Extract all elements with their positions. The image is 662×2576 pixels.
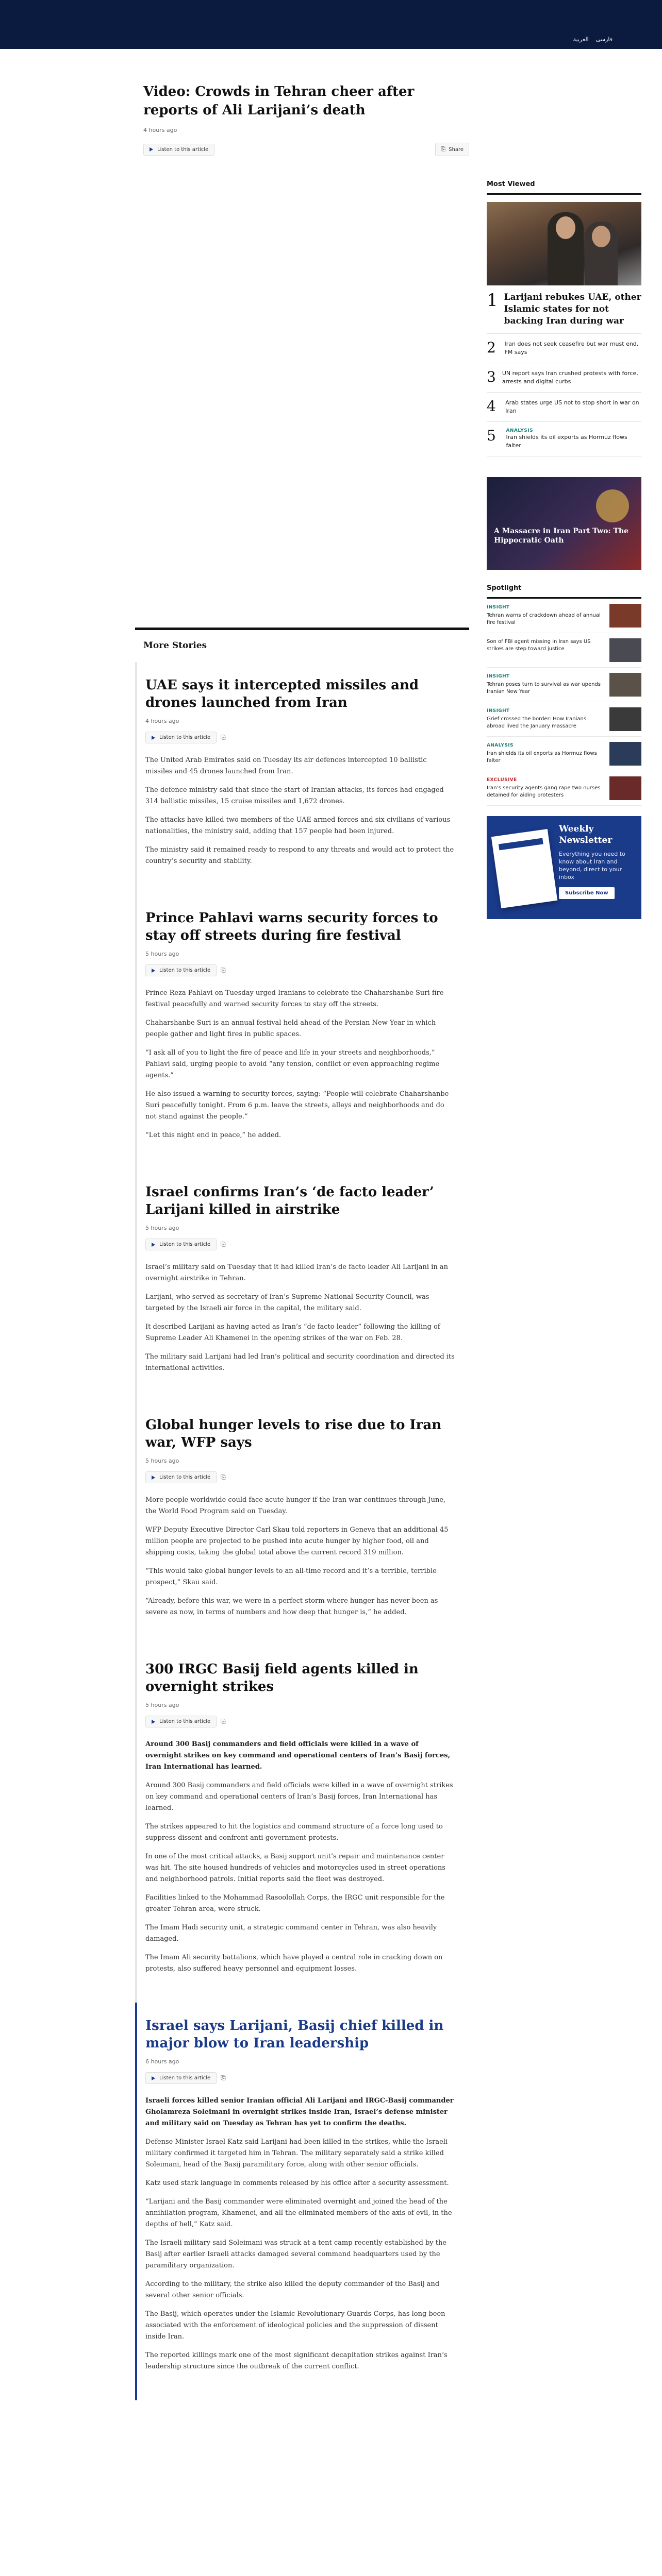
spotlight-thumbnail bbox=[609, 707, 641, 731]
spotlight-text bbox=[487, 742, 603, 766]
spotlight-section bbox=[487, 584, 641, 806]
most-viewed-rank: 3 bbox=[487, 368, 496, 385]
play-icon bbox=[152, 736, 155, 740]
listen-label: Listen to this article bbox=[159, 1719, 211, 1724]
story-paragraph: The attacks have killed two members of the UAE armed forces and six civilians of various nationalities, the ministry said, adding that 157 people had been injured. bbox=[145, 816, 451, 835]
most-viewed-lead-image[interactable] bbox=[487, 202, 641, 285]
play-icon bbox=[152, 1476, 155, 1480]
most-viewed-text bbox=[504, 340, 641, 357]
share-icon[interactable]: ⎘ bbox=[221, 1241, 226, 1248]
listen-to-article-button[interactable] bbox=[145, 1716, 217, 1727]
story-title[interactable]: UAE says it intercepted missiles and drones launched from Iran bbox=[145, 677, 419, 710]
article-timestamp: 4 hours ago bbox=[143, 127, 177, 133]
story-list bbox=[135, 662, 469, 2400]
story-paragraph: “I ask all of you to light the fire of peace and life in your streets and neighborhoods,” Pahlavi said, urging people to avoid “any tension, conflict or even approaching regime agents.” bbox=[145, 1049, 440, 1079]
most-viewed-text bbox=[504, 292, 641, 327]
most-viewed-title: Iran shields its oil exports as Hormuz flows falter bbox=[506, 434, 627, 449]
play-icon bbox=[150, 147, 153, 151]
spotlight-thumbnail bbox=[609, 776, 641, 800]
more-stories-section bbox=[135, 628, 469, 2400]
most-viewed-title: Larijani rebukes UAE, other Islamic states for not backing Iran during war bbox=[504, 292, 641, 326]
spotlight-title: Iran’s security agents gang rape two nurses detained for aiding protesters bbox=[487, 785, 601, 798]
story-title[interactable]: Prince Pahlavi warns security forces to stay off streets during fire festival bbox=[145, 910, 438, 943]
story-timestamp: 5 hours ago bbox=[145, 1702, 179, 1708]
article-title: Video: Crowds in Tehran cheer after reports of Ali Larijani’s death bbox=[143, 84, 415, 118]
story-paragraph: “Larijani and the Basij commander were eliminated overnight and joined the head of the annihilation program, Khamenei, and all the eliminated members of the axis of evil, in the depths of hell,” Katz said. bbox=[145, 2198, 452, 2228]
person-face bbox=[592, 226, 610, 247]
story-paragraph: Around 300 Basij commanders and field officials were killed in a wave of overnight strikes on key command and operational centers of Iran’s Basij forces, Iran International has learned. bbox=[145, 1782, 453, 1812]
story-body bbox=[145, 755, 455, 867]
story-paragraph: The Imam Hadi security unit, a strategic command center in Tehran, was also heavily damaged. bbox=[145, 1924, 437, 1943]
spotlight-text bbox=[487, 638, 603, 662]
story-paragraph: “Let this night end in peace,” he added. bbox=[145, 1131, 282, 1139]
play-icon bbox=[152, 2076, 155, 2080]
most-viewed-rank: 2 bbox=[487, 339, 496, 356]
story-item bbox=[135, 662, 469, 895]
most-viewed-item[interactable] bbox=[487, 285, 641, 334]
spotlight-item[interactable] bbox=[487, 668, 641, 702]
story-actions bbox=[145, 1239, 455, 1250]
story-actions bbox=[145, 1716, 455, 1727]
listen-to-article-button[interactable] bbox=[145, 1239, 217, 1250]
story-paragraph: Defense Minister Israel Katz said Larijani had been killed in the strikes, while the Israeli military confirmed it targeted him in Tehran. The military separately said a strike killed Soleimani, head of the Basij paramilitary force, along with other senior officials. bbox=[145, 2138, 448, 2168]
most-viewed-item[interactable] bbox=[487, 393, 641, 422]
story-title[interactable]: Israel confirms Iran’s ‘de facto leader’ Larijani killed in airstrike bbox=[145, 1184, 434, 1217]
share-icon[interactable]: ⎘ bbox=[221, 734, 226, 741]
top-navigation-bar bbox=[0, 0, 662, 49]
story-paragraph: He also issued a warning to security forces, saying: “People will celebrate Chaharshanbe Suri peacefully tonight. From 6 p.m. leave the streets, alleys and neighborhoods and do not stand against the people.” bbox=[145, 1090, 449, 1121]
story-timestamp: 5 hours ago bbox=[145, 1458, 179, 1464]
most-viewed-title: UN report says Iran crushed protests with force, arrests and digital curbs bbox=[502, 370, 638, 385]
person-face bbox=[556, 216, 575, 239]
promo-decoration bbox=[596, 489, 629, 522]
share-icon[interactable]: ⎘ bbox=[221, 967, 226, 974]
play-icon bbox=[152, 969, 155, 973]
main-article-header bbox=[143, 82, 469, 156]
story-title[interactable]: Global hunger levels to rise due to Iran war, WFP says bbox=[145, 1417, 442, 1450]
spotlight-thumbnail bbox=[609, 604, 641, 628]
spotlight-thumbnail bbox=[609, 742, 641, 766]
category-label: INSIGHT bbox=[487, 605, 510, 610]
listen-label: Listen to this article bbox=[159, 1475, 211, 1480]
category-label: ANALYSIS bbox=[487, 743, 514, 748]
listen-label: Listen to this article bbox=[159, 735, 211, 740]
story-lead: Around 300 Basij commanders and field officials were killed in a wave of overnight strikes on key command and operational centers of Iran’s Basij forces, Iran International has learned. bbox=[145, 1740, 450, 1771]
spotlight-title: Tehran poses turn to survival as war upends Iranian New Year bbox=[487, 682, 601, 694]
story-paragraph: The reported killings mark one of the most significant decapitation strikes against Iran’s leadership structure since the outbreak of the current conflict. bbox=[145, 2351, 448, 2370]
spotlight-item[interactable] bbox=[487, 771, 641, 806]
listen-label: Listen to this article bbox=[159, 2075, 211, 2081]
story-paragraph: The defence ministry said that since the start of Iranian attacks, its forces had engaged 314 ballistic missiles, 15 cruise missiles and 1,672 drones. bbox=[145, 786, 444, 805]
most-viewed-rank: 4 bbox=[487, 398, 496, 415]
listen-to-article-button[interactable] bbox=[145, 2072, 217, 2084]
play-icon bbox=[152, 1720, 155, 1724]
story-paragraph: Israel’s military said on Tuesday that it had killed Iran’s de facto leader Ali Larijani in an overnight airstrike in Tehran. bbox=[145, 1263, 449, 1282]
most-viewed-text bbox=[502, 369, 641, 386]
listen-label: Listen to this article bbox=[159, 968, 211, 973]
most-viewed-item[interactable] bbox=[487, 334, 641, 363]
language-arabic-link[interactable]: العربية bbox=[573, 36, 589, 43]
most-viewed-title: Iran does not seek ceasefire but war must end, FM says bbox=[504, 341, 639, 355]
language-switcher bbox=[573, 36, 613, 43]
promo-title: A Massacre in Iran Part Two: The Hippocratic Oath bbox=[494, 527, 628, 545]
share-button[interactable] bbox=[435, 143, 469, 156]
story-paragraph: According to the military, the strike also killed the deputy commander of the Basij and several other senior officials. bbox=[145, 2280, 440, 2299]
most-viewed-heading: Most Viewed bbox=[487, 180, 641, 195]
sidebar bbox=[487, 180, 641, 919]
spotlight-text bbox=[487, 776, 603, 800]
most-viewed-rank: 1 bbox=[487, 290, 498, 311]
story-paragraph: The Israeli military said Soleimani was struck at a tent camp recently established by the Basij after earlier Israeli attacks damaged several command headquarters used by the paramilitary organization. bbox=[145, 2239, 447, 2269]
share-icon[interactable]: ⎘ bbox=[221, 1718, 226, 1725]
listen-to-article-button[interactable] bbox=[145, 1471, 217, 1483]
story-paragraph: The United Arab Emirates said on Tuesday its air defences intercepted 10 ballistic missiles and 45 drones launched from Iran. bbox=[145, 756, 427, 775]
story-paragraph: In one of the most critical attacks, a Basij support unit’s repair and maintenance center was hit. The site housed hundreds of vehicles and motorcycles used in street operations and neighborhood patrols. Initial reports said the fleet was destroyed. bbox=[145, 1853, 445, 1883]
listen-label: Listen to this article bbox=[159, 1242, 211, 1247]
story-paragraph: The Basij, which operates under the Islamic Revolutionary Guards Corps, has long been associated with the enforcement of ideological policies and the suppression of dissent inside Iran. bbox=[145, 2310, 445, 2341]
spotlight-title: Grief crossed the border: How Iranians abroad lived the January massacre bbox=[487, 716, 587, 729]
more-stories-heading: More Stories bbox=[143, 640, 207, 651]
most-viewed-text bbox=[505, 399, 641, 415]
newsletter-illustration bbox=[491, 829, 557, 908]
spotlight-thumbnail bbox=[609, 673, 641, 697]
share-icon[interactable]: ⎘ bbox=[221, 1473, 226, 1481]
story-title[interactable]: Israel says Larijani, Basij chief killed in major blow to Iran leadership bbox=[145, 2018, 444, 2051]
story-item bbox=[135, 1402, 469, 1646]
story-paragraph: Katz used stark language in comments released by his office after a security assessment. bbox=[145, 2179, 449, 2187]
story-actions bbox=[145, 964, 455, 976]
spotlight-item[interactable] bbox=[487, 599, 641, 633]
story-body bbox=[145, 1495, 455, 1618]
most-viewed-item[interactable] bbox=[487, 422, 641, 456]
listen-label: Listen to this article bbox=[157, 146, 209, 152]
story-paragraph: “This would take global hunger levels to an all-time record and it’s a terrible, terrible prospect,” Skau said. bbox=[145, 1567, 437, 1586]
category-label: ANALYSIS bbox=[506, 428, 534, 433]
most-viewed-text bbox=[506, 428, 641, 450]
language-persian-link[interactable]: فارسی bbox=[595, 36, 613, 43]
listen-to-article-button[interactable] bbox=[143, 144, 214, 156]
story-item bbox=[135, 2003, 469, 2400]
spotlight-text bbox=[487, 604, 603, 628]
most-viewed-list bbox=[487, 285, 641, 456]
spotlight-title: Son of FBI agent missing in Iran says US strikes are step toward justice bbox=[487, 639, 591, 652]
spotlight-text bbox=[487, 707, 603, 731]
story-paragraph: The Imam Ali security battalions, which have played a central role in cracking down on protests, also suffered heavy personnel and equipment losses. bbox=[145, 1954, 443, 1973]
spotlight-thumbnail bbox=[609, 638, 641, 662]
story-paragraph: The military said Larijani had led Iran’s political and security coordination and directed its international activities. bbox=[145, 1353, 455, 1372]
story-body bbox=[145, 1262, 455, 1374]
story-paragraph: WFP Deputy Executive Director Carl Skau told reporters in Geneva that an additional 45 million people are projected to be pushed into acute hunger by higher food, oil and shipping costs, taking the global total above the current record 319 million. bbox=[145, 1526, 449, 1556]
story-body bbox=[145, 988, 455, 1141]
story-actions bbox=[145, 1471, 455, 1483]
spotlight-title: Iran shields its oil exports as Hormuz flows falter bbox=[487, 751, 597, 764]
story-timestamp: 5 hours ago bbox=[145, 951, 179, 957]
story-paragraph: The strikes appeared to hit the logistics and command structure of a force long used to suppress dissent and confront anti-government protests. bbox=[145, 1823, 443, 1842]
most-viewed-rank: 5 bbox=[487, 427, 496, 444]
share-label: Share bbox=[449, 146, 464, 152]
story-paragraph: More people worldwide could face acute hunger if the Iran war continues through June, the World Food Program said on Tuesday. bbox=[145, 1496, 446, 1515]
story-paragraph: Prince Reza Pahlavi on Tuesday urged Iranians to celebrate the Chaharshanbe Suri fire festival peacefully and warned security forces to stay off the streets. bbox=[145, 989, 444, 1008]
story-paragraph: Chaharshanbe Suri is an annual festival held ahead of the Persian New Year in which people gather and light fires in public spaces. bbox=[145, 1019, 436, 1038]
spotlight-item[interactable] bbox=[487, 633, 641, 668]
story-timestamp: 4 hours ago bbox=[145, 718, 179, 724]
article-actions bbox=[143, 143, 469, 156]
story-item bbox=[135, 1646, 469, 2003]
listen-to-article-button[interactable] bbox=[145, 732, 217, 743]
story-actions bbox=[145, 732, 455, 743]
play-icon bbox=[152, 1243, 155, 1247]
story-paragraph: Facilities linked to the Mohammad Rasoolollah Corps, the IRGC unit responsible for the greater Tehran area, were struck. bbox=[145, 1894, 445, 1913]
spotlight-title: Tehran warns of crackdown ahead of annual fire festival bbox=[487, 613, 601, 625]
category-label: INSIGHT bbox=[487, 674, 510, 679]
story-item bbox=[135, 895, 469, 1169]
most-viewed-item[interactable] bbox=[487, 363, 641, 393]
subscribe-button[interactable]: Subscribe Now bbox=[559, 887, 615, 899]
spotlight-item[interactable] bbox=[487, 737, 641, 771]
spotlight-text bbox=[487, 673, 603, 697]
story-paragraph: It described Larijani as having acted as Iran’s “de facto leader” following the killing of Supreme Leader Ali Khamenei in the opening strikes of the war on Feb. 28. bbox=[145, 1323, 440, 1342]
story-body bbox=[145, 2095, 455, 2372]
spotlight-heading: Spotlight bbox=[487, 584, 641, 599]
story-timestamp: 6 hours ago bbox=[145, 2058, 179, 2065]
story-lead: Israeli forces killed senior Iranian official Ali Larijani and IRGC-Basij commander Gholamreza Soleimani in overnight strikes inside Iran, Israel’s defense minister and military said on Tuesday as Tehran has yet to confirm the deaths. bbox=[145, 2097, 454, 2127]
story-paragraph: The ministry said it remained ready to respond to any threats and would act to protect the country’s security and stability. bbox=[145, 846, 454, 865]
spotlight-item[interactable] bbox=[487, 702, 641, 737]
share-icon[interactable]: ⎘ bbox=[221, 2074, 226, 2081]
story-paragraph: Larijani, who served as secretary of Iran’s Supreme National Security Council, was targeted by the Israeli air force in the capital, the military said. bbox=[145, 1293, 429, 1312]
newsletter-description: Everything you need to know about Iran and beyond, direct to your inbox bbox=[559, 851, 625, 880]
story-title[interactable]: 300 IRGC Basij field agents killed in overnight strikes bbox=[145, 1662, 419, 1694]
newsletter-signup bbox=[487, 816, 641, 919]
category-label: INSIGHT bbox=[487, 708, 510, 714]
story-body bbox=[145, 1739, 455, 1975]
story-item bbox=[135, 1169, 469, 1402]
newsletter-title: Weekly Newsletter bbox=[559, 824, 613, 845]
story-timestamp: 5 hours ago bbox=[145, 1225, 179, 1231]
share-icon: ⎘ bbox=[441, 146, 446, 152]
most-viewed-title: Arab states urge US not to stop short in war on Iran bbox=[505, 399, 639, 414]
promo-banner[interactable] bbox=[487, 477, 641, 570]
story-actions bbox=[145, 2072, 455, 2084]
category-label: EXCLUSIVE bbox=[487, 777, 517, 783]
spotlight-list bbox=[487, 599, 641, 806]
listen-to-article-button[interactable] bbox=[145, 964, 217, 976]
story-paragraph: “Already, before this war, we were in a perfect storm where hunger has never been as severe as now, in terms of numbers and how deep that hunger is,” he added. bbox=[145, 1597, 438, 1616]
